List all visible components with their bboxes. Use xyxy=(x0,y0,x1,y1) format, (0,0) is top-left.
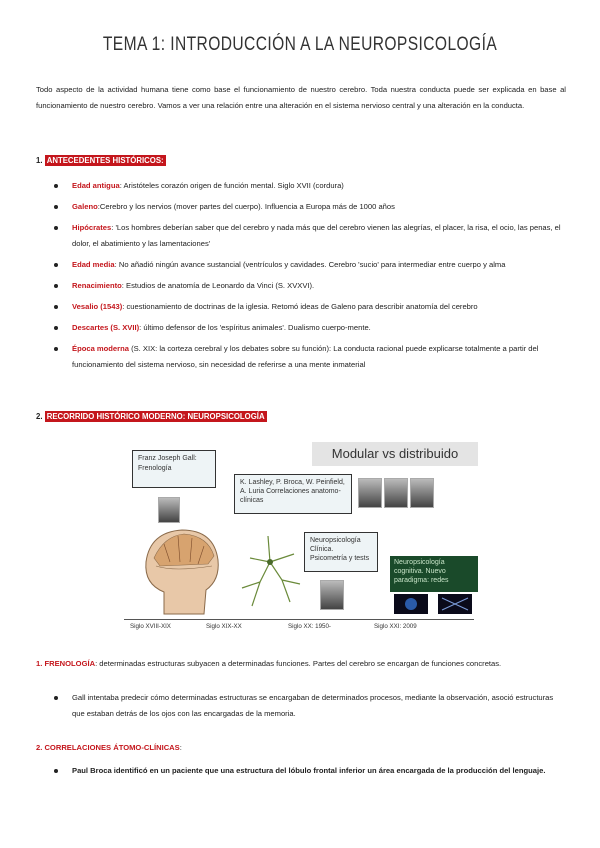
item-term: Renacimiento xyxy=(72,281,122,290)
item-term: Descartes (S. XVII) xyxy=(72,323,140,332)
list-item xyxy=(52,220,566,252)
item-text: (S. XIX: la corteza cerebral y los debates sobre su función): La conducta racional puede explicarse totalmente a partir del funcionamiento del sistema nervioso, sin necesidad de referirse a una mente inmaterial xyxy=(72,344,539,369)
item-term: Edad media xyxy=(72,260,115,269)
correlaciones-heading-line xyxy=(36,740,566,756)
list-item xyxy=(52,299,566,315)
correlaciones-colon: : xyxy=(179,743,182,752)
section-2-title: RECORRIDO HISTÓRICO MODERNO: NEUROPSICOLOGÍA xyxy=(46,412,265,421)
list-item xyxy=(52,278,566,294)
correlaciones-box: K. Lashley, P. Broca, W. Peinfield, A. Luria Correlaciones anatomo-clínicas xyxy=(234,474,352,514)
intro-paragraph: Todo aspecto de la actividad humana tiene como base el funcionamiento de nuestro cerebro. Toda nuestra conducta puede ser explicada en base al funcionamiento de nuestro cerebro. Vamos a ver una relación entre una alteración en el sistema nervioso central y una alteración en la conducta. xyxy=(36,85,566,110)
section-1-title: ANTECEDENTES HISTÓRICOS: xyxy=(46,156,164,165)
list-item xyxy=(52,257,566,273)
history-diagram xyxy=(122,442,478,638)
clinica-box: Neuropsicología Clínica. Psicometría y tests xyxy=(304,532,378,572)
timeline-label: Siglo XX: 1950- xyxy=(288,623,331,630)
section-1-number: 1. xyxy=(36,156,43,165)
list-item xyxy=(52,341,566,373)
item-text: : Aristóteles corazón origen de función mental. Siglo XVII (cordura) xyxy=(119,181,344,190)
frenologia-text: : determinadas estructuras subyacen a determinadas funciones. Partes del cerebro se encargan de funciones concretas. xyxy=(95,659,502,668)
diagram-header: Modular vs distribuido xyxy=(312,442,478,466)
frenologia-heading: 1. FRENOLOGÍA xyxy=(36,659,96,668)
timeline-label: Siglo XXI: 2009 xyxy=(374,623,417,630)
item-term: Hipócrates xyxy=(72,223,112,232)
item-text: : 'Los hombres deberían saber que del cerebro y nada más que del cerebro vienen las alegrías, el placer, la risa, el ocio, las penas, el dolor, el abatimiento y las lamentaciones' xyxy=(72,223,561,248)
correlaciones-heading: 2. CORRELACIONES ÁTOMO-CLÍNICAS xyxy=(36,743,180,752)
item-term: Época moderna xyxy=(72,344,129,353)
timeline-axis xyxy=(124,619,474,620)
page-title: TEMA 1: INTRODUCCIÓN A LA NEUROPSICOLOGÍA xyxy=(102,34,498,55)
list-item xyxy=(52,178,566,194)
list-item xyxy=(52,320,566,336)
section-2-number: 2. xyxy=(36,412,43,421)
item-term: Galeno xyxy=(72,202,98,211)
section-2-heading xyxy=(36,412,267,421)
portrait-image xyxy=(410,478,434,508)
item-term: Vesalio (1543) xyxy=(72,302,123,311)
portrait-image xyxy=(358,478,382,508)
timeline-label: Siglo XVIII-XIX xyxy=(130,623,171,630)
gall-portrait-image xyxy=(158,497,180,523)
frenologia-list xyxy=(52,690,566,727)
cognitiva-box: Neuropsicología cognitiva. Nuevo paradigma: redes xyxy=(390,556,478,592)
timeline-label: Siglo XIX-XX xyxy=(206,623,242,630)
section-1-heading xyxy=(36,156,166,165)
item-text: : último defensor de los 'espíritus animales'. Dualismo cuerpo-mente. xyxy=(139,323,371,332)
history-list xyxy=(52,178,566,378)
gall-box: Franz Joseph Gall: Frenología xyxy=(132,450,216,488)
item-text: : cuestionamiento de doctrinas de la iglesia. Retomó ideas de Galeno para describir anatomía del cerebro xyxy=(122,302,478,311)
item-text: : No añadió ningún avance sustancial (ventrículos y cavidades. Cerebro 'sucio' para intermediar entre cuerpo y alma xyxy=(114,260,506,269)
frenologia-paragraph xyxy=(36,656,566,672)
portrait-image xyxy=(384,478,408,508)
item-text: : Estudios de anatomía de Leonardo da Vinci (S. XVXVI). xyxy=(121,281,315,290)
neuron-drawing-image xyxy=(230,532,308,612)
correlaciones-list xyxy=(52,763,566,784)
phrenology-head-image xyxy=(134,522,230,618)
list-item: Gall intentaba predecir cómo determinadas estructuras se encargaban de determinados procesos, mediante la observación, asoció estructuras que estaban detrás de los ojos con las encargadas de la memoria. xyxy=(52,690,566,722)
network-images xyxy=(394,594,474,616)
item-text: :Cerebro y los nervios (mover partes del cuerpo). Influencia a Europa más de 1000 años xyxy=(97,202,395,211)
item-term: Edad antigua xyxy=(72,181,120,190)
portrait-image xyxy=(320,580,344,610)
list-item xyxy=(52,199,566,215)
list-item: Paul Broca identificó en un paciente que una estructura del lóbulo frontal inferior un área encargada de la producción del lenguaje. xyxy=(52,763,566,779)
